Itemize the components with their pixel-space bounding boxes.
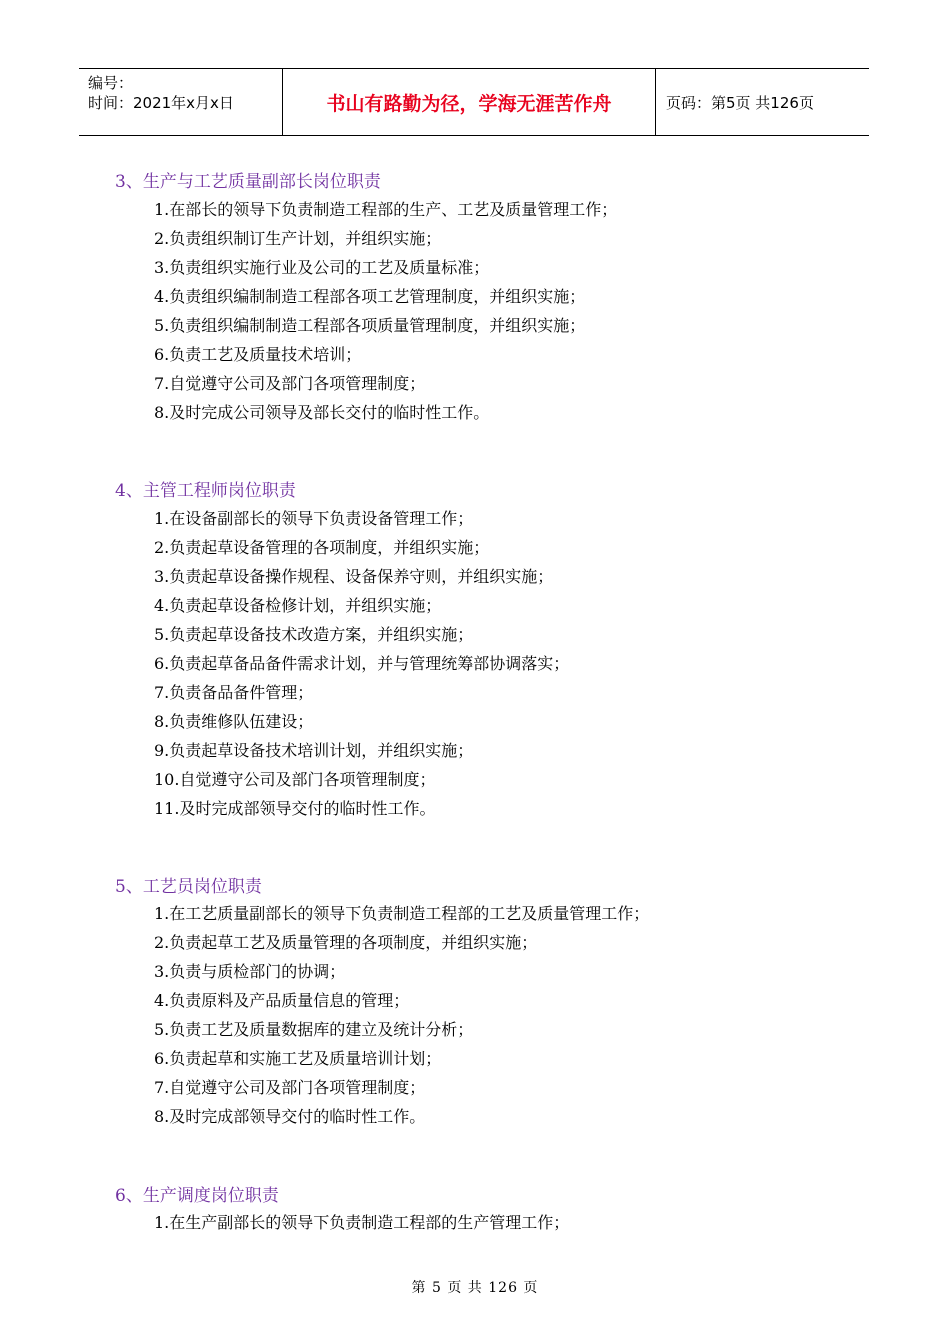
list-item: 1.在生产副部长的领导下负责制造工程部的生产管理工作； [154,1213,570,1232]
duty-list [154,899,649,1131]
document-time: 时间：2021年x月x日 [88,94,234,112]
list-item: 5.负责起草设备技术改造方案，并组织实施； [154,625,474,644]
list-item: 4.负责原料及产品质量信息的管理； [154,991,410,1010]
list-item: 7.自觉遵守公司及部门各项管理制度； [154,1078,426,1097]
list-item: 6.负责工艺及质量技术培训； [154,345,362,364]
list-item: 3.负责起草设备操作规程、设备保养守则，并组织实施； [154,567,554,586]
duty-list [154,195,617,427]
list-item: 6.负责起草和实施工艺及质量培训计划； [154,1049,442,1068]
list-item: 8.负责维修队伍建设； [154,712,314,731]
list-item: 10.自觉遵守公司及部门各项管理制度； [154,770,436,789]
section-title: 6、生产调度岗位职责 [115,1186,279,1206]
list-item: 8.及时完成部领导交付的临时性工作。 [154,1107,426,1126]
page-header [79,68,869,136]
list-item: 7.自觉遵守公司及部门各项管理制度； [154,374,426,393]
list-item: 11.及时完成部领导交付的临时性工作。 [154,799,436,818]
header-page-number: 页码：第5页 共126页 [666,93,814,112]
list-item: 4.负责组织编制制造工程部各项工艺管理制度，并组织实施； [154,287,586,306]
list-item: 3.负责与质检部门的协调； [154,962,346,981]
list-item: 5.负责组织编制制造工程部各项质量管理制度，并组织实施； [154,316,586,335]
list-item: 9.负责起草设备技术培训计划，并组织实施； [154,741,474,760]
section-title: 5、工艺员岗位职责 [115,877,262,897]
list-item: 2.负责起草工艺及质量管理的各项制度，并组织实施； [154,933,538,952]
duty-list [154,1208,569,1237]
section-title: 3、生产与工艺质量副部长岗位职责 [115,172,381,192]
list-item: 5.负责工艺及质量数据库的建立及统计分析； [154,1020,474,1039]
list-item: 4.负责起草设备检修计划，并组织实施； [154,596,442,615]
list-item: 1.在部长的领导下负责制造工程部的生产、工艺及质量管理工作； [154,200,618,219]
list-item: 1.在设备副部长的领导下负责设备管理工作； [154,509,474,528]
list-item: 2.负责起草设备管理的各项制度，并组织实施； [154,538,490,557]
header-motto: 书山有路勤为径，学海无涯苦作舟 [282,69,656,135]
list-item: 8.及时完成公司领导及部长交付的临时性工作。 [154,403,490,422]
document-code: 编号： [88,74,134,92]
list-item: 6.负责起草备品备件需求计划，并与管理统筹部协调落实； [154,654,570,673]
page-footer: 第 5 页 共 126 页 [411,1280,539,1296]
list-item: 2.负责组织制订生产计划，并组织实施； [154,229,442,248]
header-info [79,69,282,135]
section-title: 4、主管工程师岗位职责 [115,481,296,501]
list-item: 1.在工艺质量副部长的领导下负责制造工程部的工艺及质量管理工作； [154,904,650,923]
list-item: 7.负责备品备件管理； [154,683,314,702]
duty-list [154,504,569,823]
list-item: 3.负责组织实施行业及公司的工艺及质量标准； [154,258,490,277]
